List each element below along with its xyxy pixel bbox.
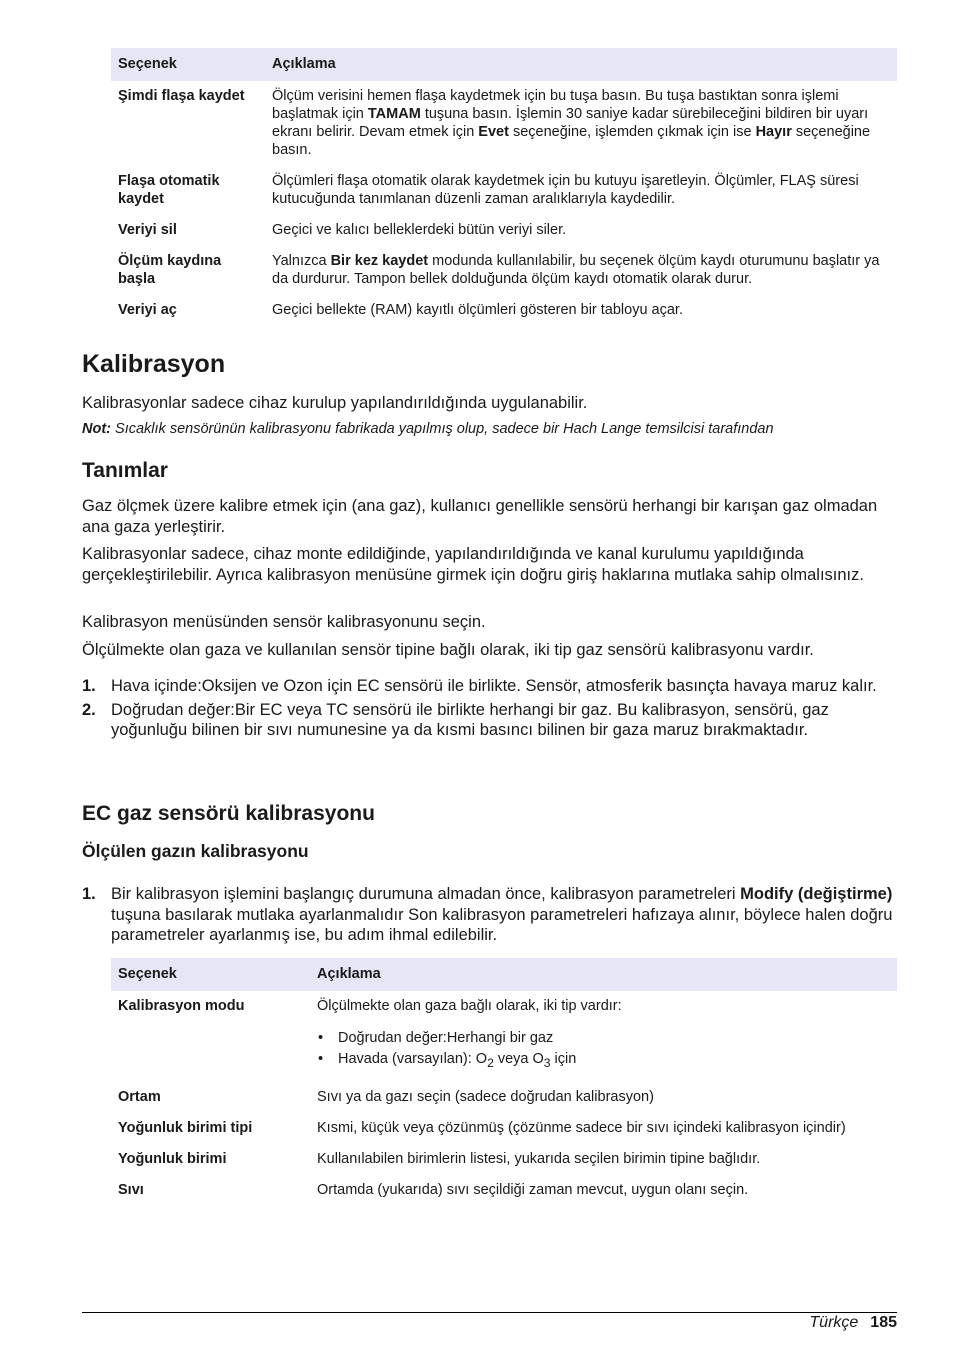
calibration-types-list: [82, 676, 897, 744]
procedure-steps: [82, 884, 897, 949]
paragraph: Kalibrasyon menüsünden sensör kalibrasyonunu seçin.: [82, 613, 486, 631]
table-row: [111, 1175, 897, 1211]
paragraph: Gaz ölçmek üzere kalibre etmek için (ana gaz), kullanıcı genellikle sensörü herhangi bir karışan gaz olmadan ana gaza yerleştirir.: [82, 497, 878, 536]
list-item: [82, 700, 897, 741]
option-name: Yoğunluk birimi: [118, 1150, 227, 1167]
list-text: Doğrudan değer:Bir EC veya TC sensörü ile birlikte herhangi bir gaz. Bu kalibrasyon, sensörü, gaz yoğunluğu bilinen bir sıvı numunesine ya da kısmi basıncı bilinen bir gaza maruz bırakmaktadır.: [111, 700, 829, 739]
column-header-description: Açıklama: [310, 958, 897, 991]
option-name: Flaşa otomatik kaydet: [118, 173, 220, 207]
option-description: Yalnızca Bir kez kaydet modunda kullanılabilir, bu seçenek ölçüm kaydı oturumunu başlatır ya da durdurur. Tampon bellek dolduğunda ölçüm kaydı otomatik olarak durur.: [272, 253, 880, 287]
options-table-recording: [111, 48, 897, 326]
option-name: Veriyi sil: [118, 222, 177, 238]
footer-language: Türkçe: [809, 1314, 859, 1331]
option-description: Kısmi, küçük veya çözünmüş (çözünme sadece bir sıvı içindeki kalibrasyon içindir): [317, 1119, 846, 1136]
list-number: 2.: [82, 700, 96, 719]
option-name: Ortam: [118, 1088, 161, 1105]
option-description: Sıvı ya da gazı seçin (sadece doğrudan kalibrasyon): [317, 1088, 654, 1105]
table-row: [111, 991, 897, 1082]
option-name: Sıvı: [118, 1181, 144, 1198]
option-name: Veriyi aç: [118, 302, 177, 318]
option-description: [310, 991, 897, 1082]
section-title-kalibrasyon: Kalibrasyon: [82, 350, 226, 378]
table-header-row: [111, 48, 897, 81]
table-row: [111, 1082, 897, 1113]
section-title-tanimlar: Tanımlar: [82, 459, 168, 482]
option-description: Ölçümleri flaşa otomatik olarak kaydetmek için bu kutuyu işaretleyin. Ölçümler, FLAŞ süresi kutucuğunda tanımlanan düzenli zaman aralıklarıyla kaydedilir.: [272, 173, 859, 207]
paragraph: Ölçülmekte olan gaza ve kullanılan sensör tipine bağlı olarak, iki tip gaz sensörü kalibrasyonu vardır.: [82, 641, 814, 659]
table-row: [111, 295, 897, 326]
option-description: Kullanılabilen birimlerin listesi, yukarıda seçilen birimin tipine bağlıdır.: [317, 1150, 761, 1167]
table-row: [111, 81, 897, 166]
table-row: [111, 1113, 897, 1144]
option-description-text: Ölçülmekte olan gaza bağlı olarak, iki tip vardır:: [317, 998, 622, 1014]
note-text: Sıcaklık sensörünün kalibrasyonu fabrikada yapılmış olup, sadece bir Hach Lange temsilcisi tarafından: [115, 421, 774, 437]
table-header-row: [111, 958, 897, 991]
section-title-ec-gaz: EC gaz sensörü kalibrasyonu: [82, 802, 375, 825]
table-row: [111, 215, 897, 246]
note: [82, 420, 897, 438]
step-text: Bir kalibrasyon işlemini başlangıç durumuna almadan önce, kalibrasyon parametreleri Modify (değiştirme) tuşuna basılarak mutlaka ayarlanmalıdır Son kalibrasyon parametreleri hafızaya alınır, böylece halen doğru parametreler ayarlanmış ise, bu adım ihmal edilebilir.: [111, 885, 893, 944]
column-header-description: Açıklama: [265, 48, 897, 81]
footer-divider: [82, 1312, 897, 1313]
table-row: [111, 1144, 897, 1175]
options-table-calibration: [111, 958, 897, 1211]
bullet-item: • Doğrudan değer:Herhangi bir gaz: [317, 1029, 891, 1047]
list-item: [82, 676, 897, 697]
option-description: Ölçüm verisini hemen flaşa kaydetmek için bu tuşa basın. Bu tuşa bastıktan sonra işlemi başlatmak için TAMAM tuşuna basın. İşlemin 30 saniye kadar sürebileceğini bildiren bir uyarı ekranı belirir. Devam etmek için Evet seçeneğine, işlemden çıkmak için ise Hayır seçeneğine basın.: [272, 88, 871, 158]
option-name: Şimdi flaşa kaydet: [118, 88, 245, 104]
table-row: [111, 246, 897, 295]
option-name: Yoğunluk birimi tipi: [118, 1119, 253, 1136]
paragraph: Kalibrasyonlar sadece, cihaz monte edildiğinde, yapılandırıldığında ve kanal kurulumu yapıldığında gerçekleştirilebilir. Ayrıca kalibrasyon menüsüne girmek için doğru giriş haklarına mutlaka sahip olmalısınız.: [82, 545, 864, 584]
page-number: 185: [870, 1314, 897, 1331]
option-description: Geçici bellekte (RAM) kayıtlı ölçümleri gösteren bir tabloyu açar.: [272, 302, 683, 318]
list-item: [82, 884, 897, 946]
subsection-title: Ölçülen gazın kalibrasyonu: [82, 841, 309, 861]
table-row: [111, 166, 897, 215]
option-description: Geçici ve kalıcı belleklerdeki bütün veriyi siler.: [272, 222, 567, 238]
option-name: Kalibrasyon modu: [118, 998, 245, 1014]
column-header-option: Seçenek: [111, 958, 310, 991]
column-header-option: Seçenek: [111, 48, 265, 81]
list-text: Hava içinde:Oksijen ve Ozon için EC sensörü ile birlikte. Sensör, atmosferik basınçta havaya maruz kalır.: [111, 677, 877, 695]
kalibrasyon-intro: Kalibrasyonlar sadece cihaz kurulup yapılandırıldığında uygulanabilir.: [82, 394, 588, 412]
page-footer: [809, 1313, 897, 1333]
list-number: 1.: [82, 885, 96, 903]
option-description: Ortamda (yukarıda) sıvı seçildiği zaman mevcut, uygun olanı seçin.: [317, 1181, 749, 1198]
bullet-item: • Havada (varsayılan): $O_2$ veya $O_3$ için: [317, 1050, 891, 1072]
option-name: Ölçüm kaydına başla: [118, 253, 222, 287]
note-label: Not:: [82, 421, 111, 437]
bullet-list: [317, 1029, 891, 1072]
list-number: 1.: [82, 677, 96, 695]
